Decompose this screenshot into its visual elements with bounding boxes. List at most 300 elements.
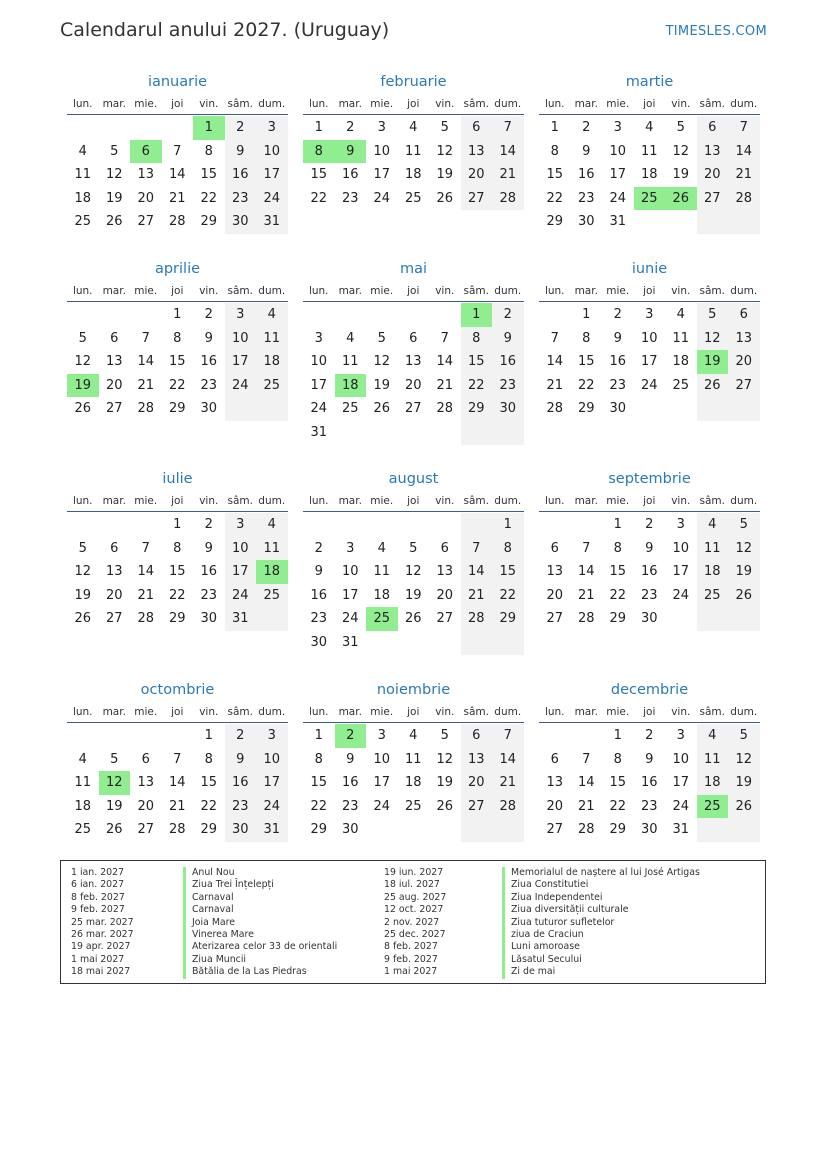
day-cell: 9 [225, 748, 257, 772]
day-cell: 31 [225, 607, 257, 631]
month-iulie [67, 469, 288, 631]
weekday-label: mar. [574, 706, 598, 718]
day-cell: 19 [105, 190, 123, 206]
weekday-label: sâm. [699, 706, 725, 718]
day-cell: 17 [341, 587, 359, 603]
empty-cell [665, 210, 697, 234]
day-cell: 5 [78, 330, 87, 346]
empty-cell [335, 303, 367, 327]
day-cell: 28 [577, 822, 595, 838]
day-cell: 17 [672, 564, 690, 580]
day-cell: 20 [697, 163, 729, 187]
day-cell: 16 [310, 587, 328, 603]
holiday-day: 1 [461, 303, 493, 327]
month-name: septembrie [608, 471, 691, 487]
weekday-label: joi [643, 285, 656, 297]
holiday-day: 25 [697, 795, 729, 819]
day-cell: 13 [461, 748, 493, 772]
weekday-label: lun. [72, 285, 93, 297]
day-cell: 30 [341, 822, 359, 838]
day-cell: 2 [225, 116, 257, 140]
empty-cell [461, 631, 493, 655]
day-cell: 10 [373, 751, 391, 767]
day-grid [303, 303, 524, 445]
day-cell: 23 [341, 190, 359, 206]
day-cell: 28 [168, 214, 186, 230]
day-cell: 13 [105, 564, 123, 580]
day-cell: 18 [74, 798, 92, 814]
day-cell: 4 [78, 143, 87, 159]
month-decembrie [539, 680, 760, 842]
day-cell: 15 [461, 350, 493, 374]
day-cell: 15 [310, 775, 328, 791]
empty-cell [398, 421, 430, 445]
day-cell: 19 [74, 587, 92, 603]
month-name: ianuarie [147, 74, 208, 90]
weekday-label: dum. [730, 495, 758, 507]
day-cell: 29 [546, 214, 564, 230]
day-cell: 4 [78, 751, 87, 767]
day-cell: 5 [409, 540, 418, 556]
weekday-label: sâm. [699, 495, 725, 507]
empty-cell [398, 303, 430, 327]
day-cell: 16 [640, 775, 658, 791]
weekday-header [67, 491, 288, 512]
day-cell: 10 [310, 354, 328, 370]
day-cell: 9 [204, 330, 213, 346]
empty-cell [99, 513, 131, 537]
day-cell: 7 [582, 540, 591, 556]
day-cell: 3 [314, 330, 323, 346]
day-cell: 3 [256, 724, 288, 748]
empty-cell [67, 724, 99, 748]
weekday-label: mar. [338, 98, 362, 110]
month-name: octombrie [140, 682, 215, 698]
day-cell: 12 [105, 167, 123, 183]
weekday-label: sâm. [463, 495, 489, 507]
day-cell: 31 [609, 214, 627, 230]
empty-cell [728, 607, 760, 631]
brand-link[interactable]: TIMESLES.COM [665, 24, 767, 39]
day-cell: 26 [105, 822, 123, 838]
day-cell: 3 [346, 540, 355, 556]
legend-date: 1 mai 2027 [71, 953, 125, 965]
empty-cell [429, 631, 461, 655]
legend-holiday-name: Ziua diversității culturale [502, 904, 700, 916]
day-cell: 4 [377, 540, 386, 556]
weekday-label: lun. [544, 495, 565, 507]
day-cell: 27 [436, 611, 454, 627]
holiday-day: 1 [193, 116, 225, 140]
day-cell: 7 [492, 116, 524, 140]
day-cell: 26 [74, 611, 92, 627]
day-cell: 23 [310, 611, 328, 627]
weekday-label: sâm. [463, 285, 489, 297]
weekday-label: dum. [494, 98, 522, 110]
day-cell: 3 [377, 120, 386, 135]
month-name: martie [625, 74, 674, 90]
day-cell: 13 [137, 167, 155, 183]
legend-date: 9 feb. 2027 [71, 904, 125, 916]
weekday-label: mie. [370, 495, 394, 507]
weekday-label: mar. [102, 285, 126, 297]
weekday-label: vin. [199, 706, 219, 718]
day-cell: 13 [728, 327, 760, 351]
weekday-label: lun. [544, 706, 565, 718]
day-cell: 14 [137, 354, 155, 370]
weekday-header [303, 281, 524, 302]
day-cell: 20 [728, 350, 760, 374]
day-cell: 29 [492, 607, 524, 631]
day-cell: 28 [436, 401, 454, 417]
day-cell: 5 [440, 728, 449, 743]
day-cell: 24 [310, 401, 328, 417]
empty-cell [571, 513, 603, 537]
empty-cell [492, 818, 524, 842]
day-cell: 30 [492, 397, 524, 421]
day-cell: 25 [672, 377, 690, 393]
empty-cell [697, 397, 729, 421]
day-cell: 20 [461, 163, 493, 187]
day-cell: 25 [74, 822, 92, 838]
day-cell: 14 [546, 354, 564, 370]
day-cell: 7 [173, 143, 182, 159]
day-cell: 14 [492, 748, 524, 772]
day-cell: 25 [404, 798, 422, 814]
legend-holiday-name: Zi de mai [502, 966, 700, 978]
month-name: noiembrie [376, 682, 451, 698]
day-cell: 25 [697, 584, 729, 608]
day-cell: 13 [546, 564, 564, 580]
day-cell: 21 [546, 377, 564, 393]
holiday-day: 25 [366, 607, 398, 631]
empty-cell [130, 303, 162, 327]
weekday-label: mie. [134, 706, 158, 718]
empty-cell [539, 303, 571, 327]
legend-date: 6 ian. 2027 [71, 879, 125, 891]
day-cell: 12 [728, 537, 760, 561]
day-cell: 23 [640, 587, 658, 603]
day-cell: 10 [225, 327, 257, 351]
day-cell: 28 [728, 187, 760, 211]
month-noiembrie [303, 680, 524, 842]
day-cell: 2 [346, 120, 355, 135]
day-cell: 31 [310, 424, 328, 440]
day-grid [539, 724, 760, 842]
day-cell: 24 [256, 187, 288, 211]
legend-holiday-name: Ziua Constitutiei [502, 879, 700, 891]
legend-date: 25 aug. 2027 [384, 891, 447, 903]
day-cell: 26 [697, 374, 729, 398]
day-cell: 15 [609, 564, 627, 580]
day-cell: 25 [404, 190, 422, 206]
day-cell: 21 [168, 190, 186, 206]
empty-cell [366, 421, 398, 445]
day-cell: 18 [672, 354, 690, 370]
empty-cell [634, 397, 666, 421]
empty-cell [429, 513, 461, 537]
day-cell: 21 [436, 377, 454, 393]
day-cell: 3 [645, 307, 654, 322]
empty-cell [130, 724, 162, 748]
day-cell: 11 [74, 167, 92, 183]
weekday-label: dum. [258, 706, 286, 718]
empty-cell [366, 818, 398, 842]
day-cell: 18 [697, 560, 729, 584]
day-cell: 15 [200, 775, 218, 791]
weekday-label: lun. [308, 98, 329, 110]
month-august [303, 469, 524, 655]
day-cell: 5 [728, 724, 760, 748]
day-cell: 2 [225, 724, 257, 748]
weekday-label: mar. [102, 706, 126, 718]
day-cell: 14 [577, 564, 595, 580]
day-cell: 12 [74, 564, 92, 580]
holiday-day: 18 [335, 374, 367, 398]
day-cell: 13 [546, 775, 564, 791]
day-grid [303, 116, 524, 210]
day-cell: 16 [225, 771, 257, 795]
empty-cell [398, 631, 430, 655]
day-cell: 5 [78, 540, 87, 556]
day-cell: 20 [546, 587, 564, 603]
day-cell: 8 [613, 751, 622, 767]
day-cell: 28 [492, 795, 524, 819]
day-cell: 8 [204, 751, 213, 767]
day-cell: 23 [577, 190, 595, 206]
empty-cell [728, 397, 760, 421]
day-cell: 10 [225, 537, 257, 561]
weekday-label: dum. [494, 706, 522, 718]
day-cell: 7 [440, 330, 449, 346]
weekday-label: lun. [544, 98, 565, 110]
day-cell: 6 [461, 724, 493, 748]
weekday-label: sâm. [227, 98, 253, 110]
day-cell: 9 [613, 330, 622, 346]
weekday-label: joi [407, 495, 420, 507]
weekday-label: joi [171, 706, 184, 718]
day-cell: 21 [728, 163, 760, 187]
day-cell: 29 [200, 822, 218, 838]
day-cell: 12 [697, 327, 729, 351]
weekday-label: mie. [606, 285, 630, 297]
empty-cell [398, 818, 430, 842]
month-ianuarie [67, 72, 288, 234]
day-cell: 1 [613, 728, 622, 743]
day-cell: 26 [105, 214, 123, 230]
empty-cell [130, 513, 162, 537]
day-cell: 22 [310, 798, 328, 814]
empty-cell [728, 210, 760, 234]
day-cell: 15 [168, 564, 186, 580]
weekday-label: sâm. [227, 495, 253, 507]
weekday-label: mar. [574, 285, 598, 297]
legend-date: 12 oct. 2027 [384, 904, 444, 916]
weekday-label: mar. [338, 285, 362, 297]
day-cell: 21 [492, 771, 524, 795]
month-name: februarie [380, 74, 447, 90]
holiday-day: 12 [99, 771, 131, 795]
day-cell: 7 [492, 724, 524, 748]
day-cell: 18 [74, 190, 92, 206]
empty-cell [67, 116, 99, 140]
day-cell: 30 [200, 401, 218, 417]
holiday-day: 18 [256, 560, 288, 584]
day-cell: 4 [409, 120, 418, 135]
empty-cell [303, 513, 335, 537]
day-cell: 27 [546, 611, 564, 627]
day-cell: 12 [436, 143, 454, 159]
weekday-label: joi [171, 285, 184, 297]
day-cell: 9 [225, 140, 257, 164]
day-cell: 19 [728, 771, 760, 795]
day-cell: 20 [105, 587, 123, 603]
day-cell: 10 [609, 143, 627, 159]
day-cell: 15 [546, 167, 564, 183]
day-cell: 8 [550, 143, 559, 159]
weekday-label: sâm. [699, 285, 725, 297]
day-cell: 5 [110, 751, 119, 767]
day-cell: 14 [168, 775, 186, 791]
legend-holiday-name: Lăsatul Secului [502, 954, 700, 966]
day-cell: 17 [609, 167, 627, 183]
empty-cell [335, 421, 367, 445]
day-cell: 26 [728, 584, 760, 608]
day-cell: 1 [204, 728, 213, 743]
day-cell: 23 [200, 587, 218, 603]
day-cell: 1 [314, 120, 323, 135]
day-cell: 29 [200, 214, 218, 230]
empty-cell [162, 116, 194, 140]
day-cell: 22 [200, 798, 218, 814]
day-cell: 1 [582, 307, 591, 322]
legend-date: 19 iun. 2027 [384, 867, 444, 878]
day-cell: 6 [409, 330, 418, 346]
day-cell: 9 [346, 751, 355, 767]
weekday-label: vin. [199, 98, 219, 110]
legend-holiday-name: Carnaval [183, 892, 337, 904]
day-cell: 14 [461, 560, 493, 584]
day-cell: 14 [492, 140, 524, 164]
weekday-label: joi [407, 98, 420, 110]
holiday-day: 19 [67, 374, 99, 398]
weekday-label: mar. [574, 98, 598, 110]
weekday-label: lun. [308, 706, 329, 718]
day-cell: 28 [137, 611, 155, 627]
holiday-day: 19 [697, 350, 729, 374]
day-cell: 8 [461, 327, 493, 351]
day-cell: 10 [672, 540, 690, 556]
empty-cell [67, 303, 99, 327]
weekday-label: lun. [544, 285, 565, 297]
weekday-label: joi [643, 98, 656, 110]
month-name: mai [399, 261, 428, 277]
day-cell: 2 [645, 728, 654, 743]
day-cell: 27 [461, 795, 493, 819]
day-cell: 17 [640, 354, 658, 370]
day-cell: 8 [492, 537, 524, 561]
day-cell: 4 [256, 303, 288, 327]
day-cell: 19 [436, 775, 454, 791]
day-grid [303, 513, 524, 655]
weekday-label: mar. [102, 98, 126, 110]
day-cell: 5 [110, 143, 119, 159]
day-cell: 16 [609, 354, 627, 370]
weekday-label: lun. [72, 495, 93, 507]
empty-cell [99, 303, 131, 327]
day-cell: 11 [404, 751, 422, 767]
weekday-label: sâm. [227, 285, 253, 297]
legend-holiday-name: ziua de Craciun [502, 929, 700, 941]
day-cell: 13 [404, 354, 422, 370]
day-cell: 3 [225, 513, 257, 537]
day-cell: 18 [640, 167, 658, 183]
legend-dates-left [71, 867, 134, 979]
month-februarie [303, 72, 524, 210]
day-cell: 3 [256, 116, 288, 140]
day-cell: 10 [373, 143, 391, 159]
legend-date: 25 dec. 2027 [384, 928, 446, 940]
empty-cell [366, 303, 398, 327]
empty-cell [303, 303, 335, 327]
day-cell: 2 [204, 517, 213, 532]
day-cell: 14 [137, 564, 155, 580]
legend-date: 25 mar. 2027 [71, 916, 134, 928]
day-cell: 6 [110, 540, 119, 556]
holiday-legend [60, 860, 766, 984]
weekday-label: lun. [72, 98, 93, 110]
weekday-header [303, 491, 524, 512]
day-cell: 6 [697, 116, 729, 140]
day-cell: 4 [409, 728, 418, 743]
day-cell: 27 [137, 822, 155, 838]
day-cell: 27 [404, 401, 422, 417]
empty-cell [697, 210, 729, 234]
empty-cell [130, 116, 162, 140]
month-mai [303, 259, 524, 445]
day-cell: 11 [640, 143, 658, 159]
day-cell: 30 [577, 214, 595, 230]
day-cell: 7 [173, 751, 182, 767]
day-cell: 6 [461, 116, 493, 140]
weekday-label: vin. [671, 98, 691, 110]
empty-cell [366, 513, 398, 537]
day-cell: 25 [341, 401, 359, 417]
day-cell: 16 [341, 167, 359, 183]
weekday-label: sâm. [463, 706, 489, 718]
day-cell: 20 [546, 798, 564, 814]
day-cell: 1 [173, 307, 182, 322]
weekday-label: dum. [258, 285, 286, 297]
weekday-label: sâm. [227, 706, 253, 718]
day-cell: 3 [225, 303, 257, 327]
day-cell: 16 [341, 775, 359, 791]
day-cell: 24 [672, 587, 690, 603]
day-cell: 1 [173, 517, 182, 532]
day-cell: 2 [204, 307, 213, 322]
day-cell: 14 [728, 140, 760, 164]
day-cell: 14 [168, 167, 186, 183]
empty-cell [461, 421, 493, 445]
day-cell: 2 [492, 303, 524, 327]
day-cell: 20 [436, 587, 454, 603]
day-cell: 16 [225, 163, 257, 187]
weekday-label: vin. [671, 706, 691, 718]
day-cell: 9 [314, 564, 323, 580]
day-cell: 1 [314, 728, 323, 743]
day-cell: 9 [645, 751, 654, 767]
day-cell: 1 [492, 513, 524, 537]
